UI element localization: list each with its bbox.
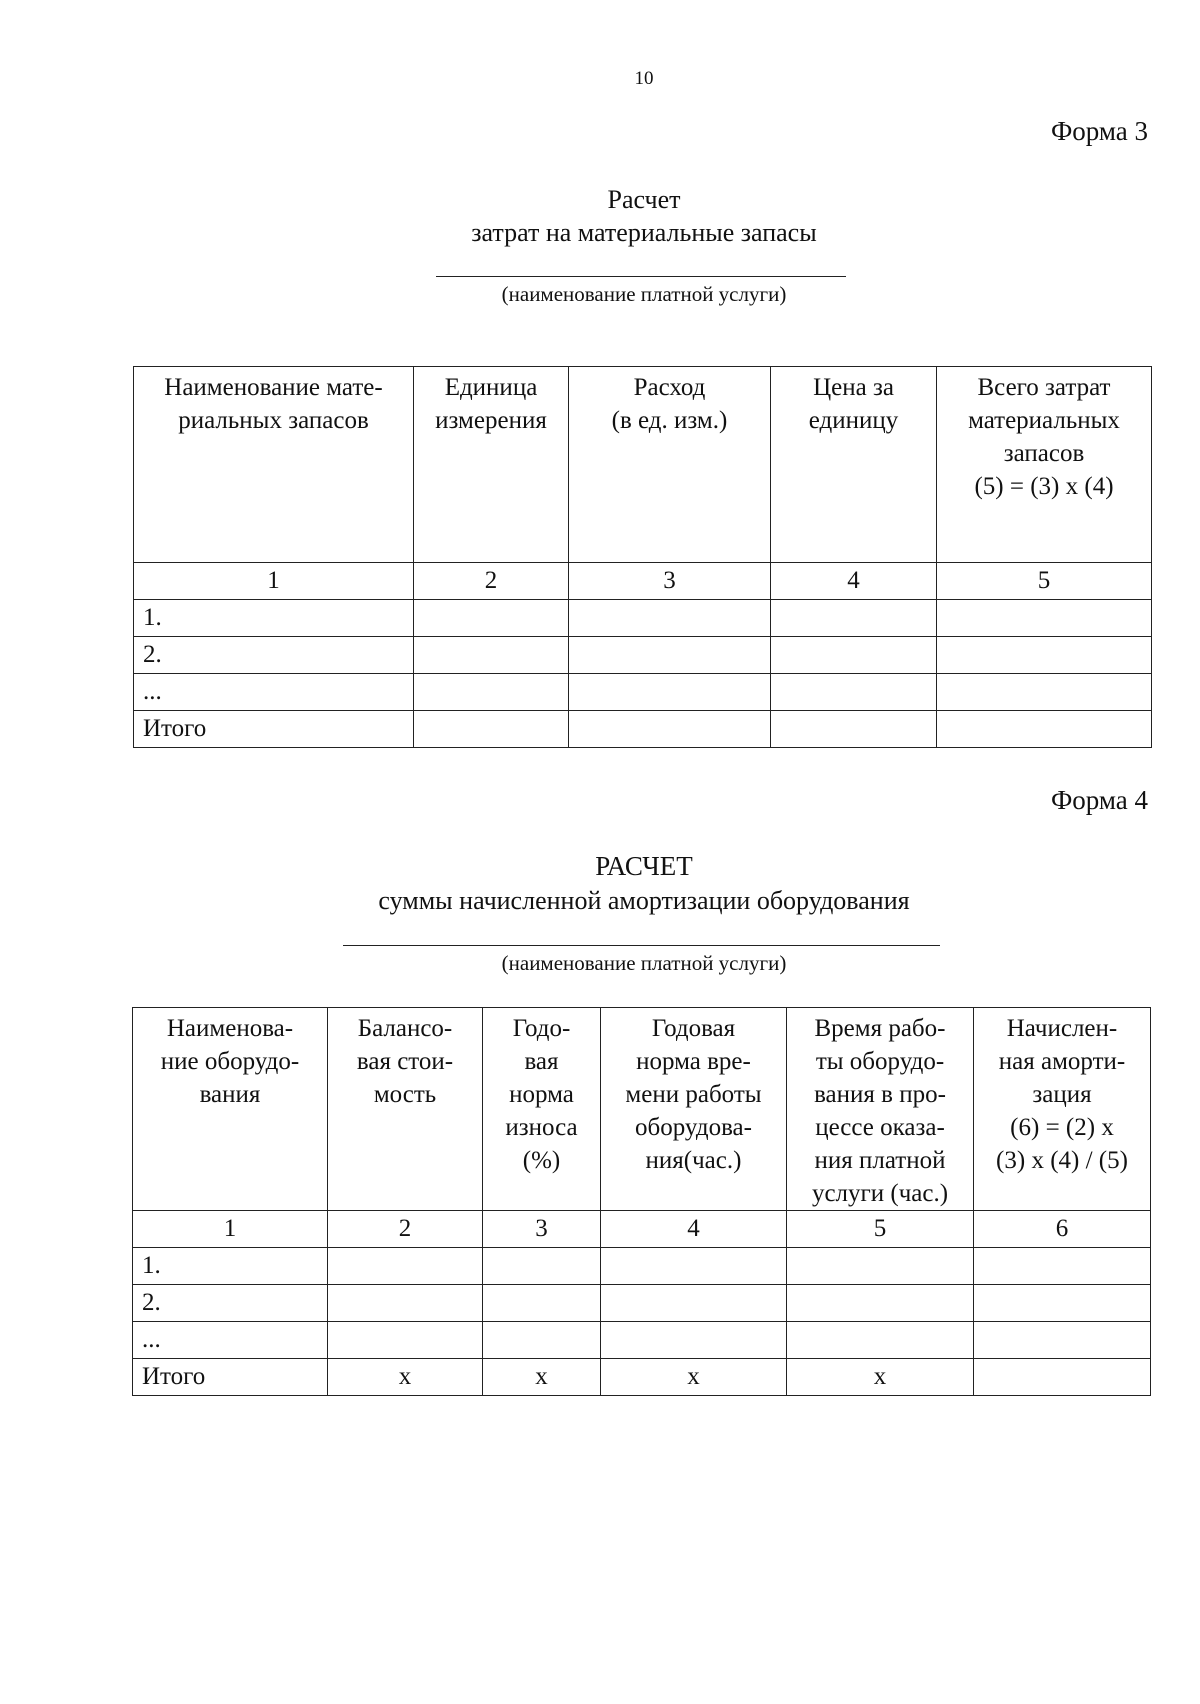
form3-header-unit [414, 367, 569, 563]
form4-colnum-5: 5 [787, 1211, 974, 1248]
form4-cell [601, 1322, 787, 1359]
form4-colnum-3: 3 [483, 1211, 601, 1248]
form3-cell [937, 637, 1152, 674]
form4-header-equipment-text: Наименова- ние оборудо- вания [160, 1015, 300, 1108]
form4-header-annual-hours [601, 1008, 787, 1211]
form4-row [133, 1285, 1151, 1322]
form4-cell [787, 1248, 974, 1285]
form4-header-service-hours [787, 1008, 974, 1211]
form3-row-label: 2. [134, 637, 414, 674]
form3-service-caption: (наименование платной услуги) [501, 282, 787, 306]
form4-header-wear-rate-text: Годо- вая норма износа (%) [505, 1015, 578, 1174]
form3-cell [569, 711, 771, 748]
form3-cell [771, 637, 937, 674]
form3-total-row [134, 711, 1152, 748]
form4-row [133, 1322, 1151, 1359]
form4-colnum-4: 4 [601, 1211, 787, 1248]
form3-header-total [937, 367, 1152, 563]
form3-cell [414, 711, 569, 748]
form3-header-price [771, 367, 937, 563]
form3-row-label: ... [134, 674, 414, 711]
form4-total-x-mark: x [601, 1359, 787, 1396]
form4-cell [483, 1285, 601, 1322]
form4-total-row [133, 1359, 1151, 1396]
form4-header-wear-rate [483, 1008, 601, 1211]
form4-row [133, 1248, 1151, 1285]
form3-table [133, 366, 1152, 748]
form4-header-service-hours-text: Время рабо- ты оборудо- вания в про- цессе оказа- ния платной услуги (час.) [811, 1015, 949, 1207]
form3-colnum-5: 5 [937, 563, 1152, 600]
form3-header-usage [569, 367, 771, 563]
form3-service-line [436, 276, 846, 277]
form4-total-x-mark: x [787, 1359, 974, 1396]
form4-row-label: 2. [133, 1285, 328, 1322]
form4-cell [601, 1248, 787, 1285]
form3-row [134, 637, 1152, 674]
form4-subtitle: суммы начисленной амортизации оборудования [378, 886, 910, 915]
form3-cell [569, 674, 771, 711]
form4-cell [328, 1248, 483, 1285]
form3-cell [569, 637, 771, 674]
form4-row-label: ... [133, 1322, 328, 1359]
form4-cell [787, 1285, 974, 1322]
form3-cell [937, 711, 1152, 748]
form3-row-label: 1. [134, 600, 414, 637]
form3-subtitle: затрат на материальные запасы [471, 218, 817, 247]
form4-colnum-2: 2 [328, 1211, 483, 1248]
form4-header-book-value [328, 1008, 483, 1211]
form4-header-depreciation-text: Начислен- ная аморти- зация (6) = (2) x (3) x (4) / (5) [996, 1015, 1128, 1174]
form3-colnum-1: 1 [134, 563, 414, 600]
form4-header-equipment [133, 1008, 328, 1211]
form4-cell [328, 1322, 483, 1359]
form3-colnum-3: 3 [569, 563, 771, 600]
form4-header-depreciation [974, 1008, 1151, 1211]
form3-cell [414, 637, 569, 674]
form3-cell [414, 674, 569, 711]
form3-title: Расчет [607, 185, 681, 214]
form4-cell [974, 1322, 1151, 1359]
form4-total-x-mark: x [328, 1359, 483, 1396]
form3-row [134, 674, 1152, 711]
form4-cell [787, 1322, 974, 1359]
page-number: 10 [634, 68, 654, 89]
form3-header-unit-text: Единица измерения [435, 374, 547, 434]
form3-row [134, 600, 1152, 637]
form4-label: Форма 4 [1050, 785, 1148, 815]
form3-cell [771, 711, 937, 748]
form3-cell [569, 600, 771, 637]
form3-header-name [134, 367, 414, 563]
form3-label: Форма 3 [1050, 116, 1148, 146]
form4-cell [974, 1285, 1151, 1322]
form3-header-total-text: Всего затрат материальных запасов (5) = (3) x (4) [968, 374, 1120, 500]
form3-total-label: Итого [134, 711, 414, 748]
form4-header-book-value-text: Балансо- вая стои- мость [356, 1015, 454, 1108]
form3-header-usage-text: Расход (в ед. изм.) [611, 374, 728, 434]
form3-cell [414, 600, 569, 637]
form4-colnum-6: 6 [974, 1211, 1151, 1248]
form4-total-x-mark: x [483, 1359, 601, 1396]
form4-total-cell [974, 1359, 1151, 1396]
form3-cell [771, 674, 937, 711]
form4-cell [601, 1285, 787, 1322]
form4-row-label: 1. [133, 1248, 328, 1285]
form4-header-annual-hours-text: Годовая норма вре- мени работы оборудова- ния(час.) [625, 1015, 762, 1174]
form4-colnum-1: 1 [133, 1211, 328, 1248]
form3-colnum-2: 2 [414, 563, 569, 600]
form4-cell [974, 1248, 1151, 1285]
form4-title: РАСЧЕТ [595, 851, 693, 881]
form4-service-caption: (наименование платной услуги) [501, 951, 787, 975]
form3-cell [771, 600, 937, 637]
form4-service-line [343, 945, 940, 946]
form3-colnum-4: 4 [771, 563, 937, 600]
form4-table [132, 1007, 1151, 1396]
form4-total-label: Итого [133, 1359, 328, 1396]
form3-cell [937, 674, 1152, 711]
form4-cell [483, 1248, 601, 1285]
form3-header-name-text: Наименование мате- риальных запасов [164, 374, 383, 434]
form4-cell [328, 1285, 483, 1322]
form4-cell [483, 1322, 601, 1359]
form3-cell [937, 600, 1152, 637]
form3-header-price-text: Цена за единицу [808, 374, 899, 434]
